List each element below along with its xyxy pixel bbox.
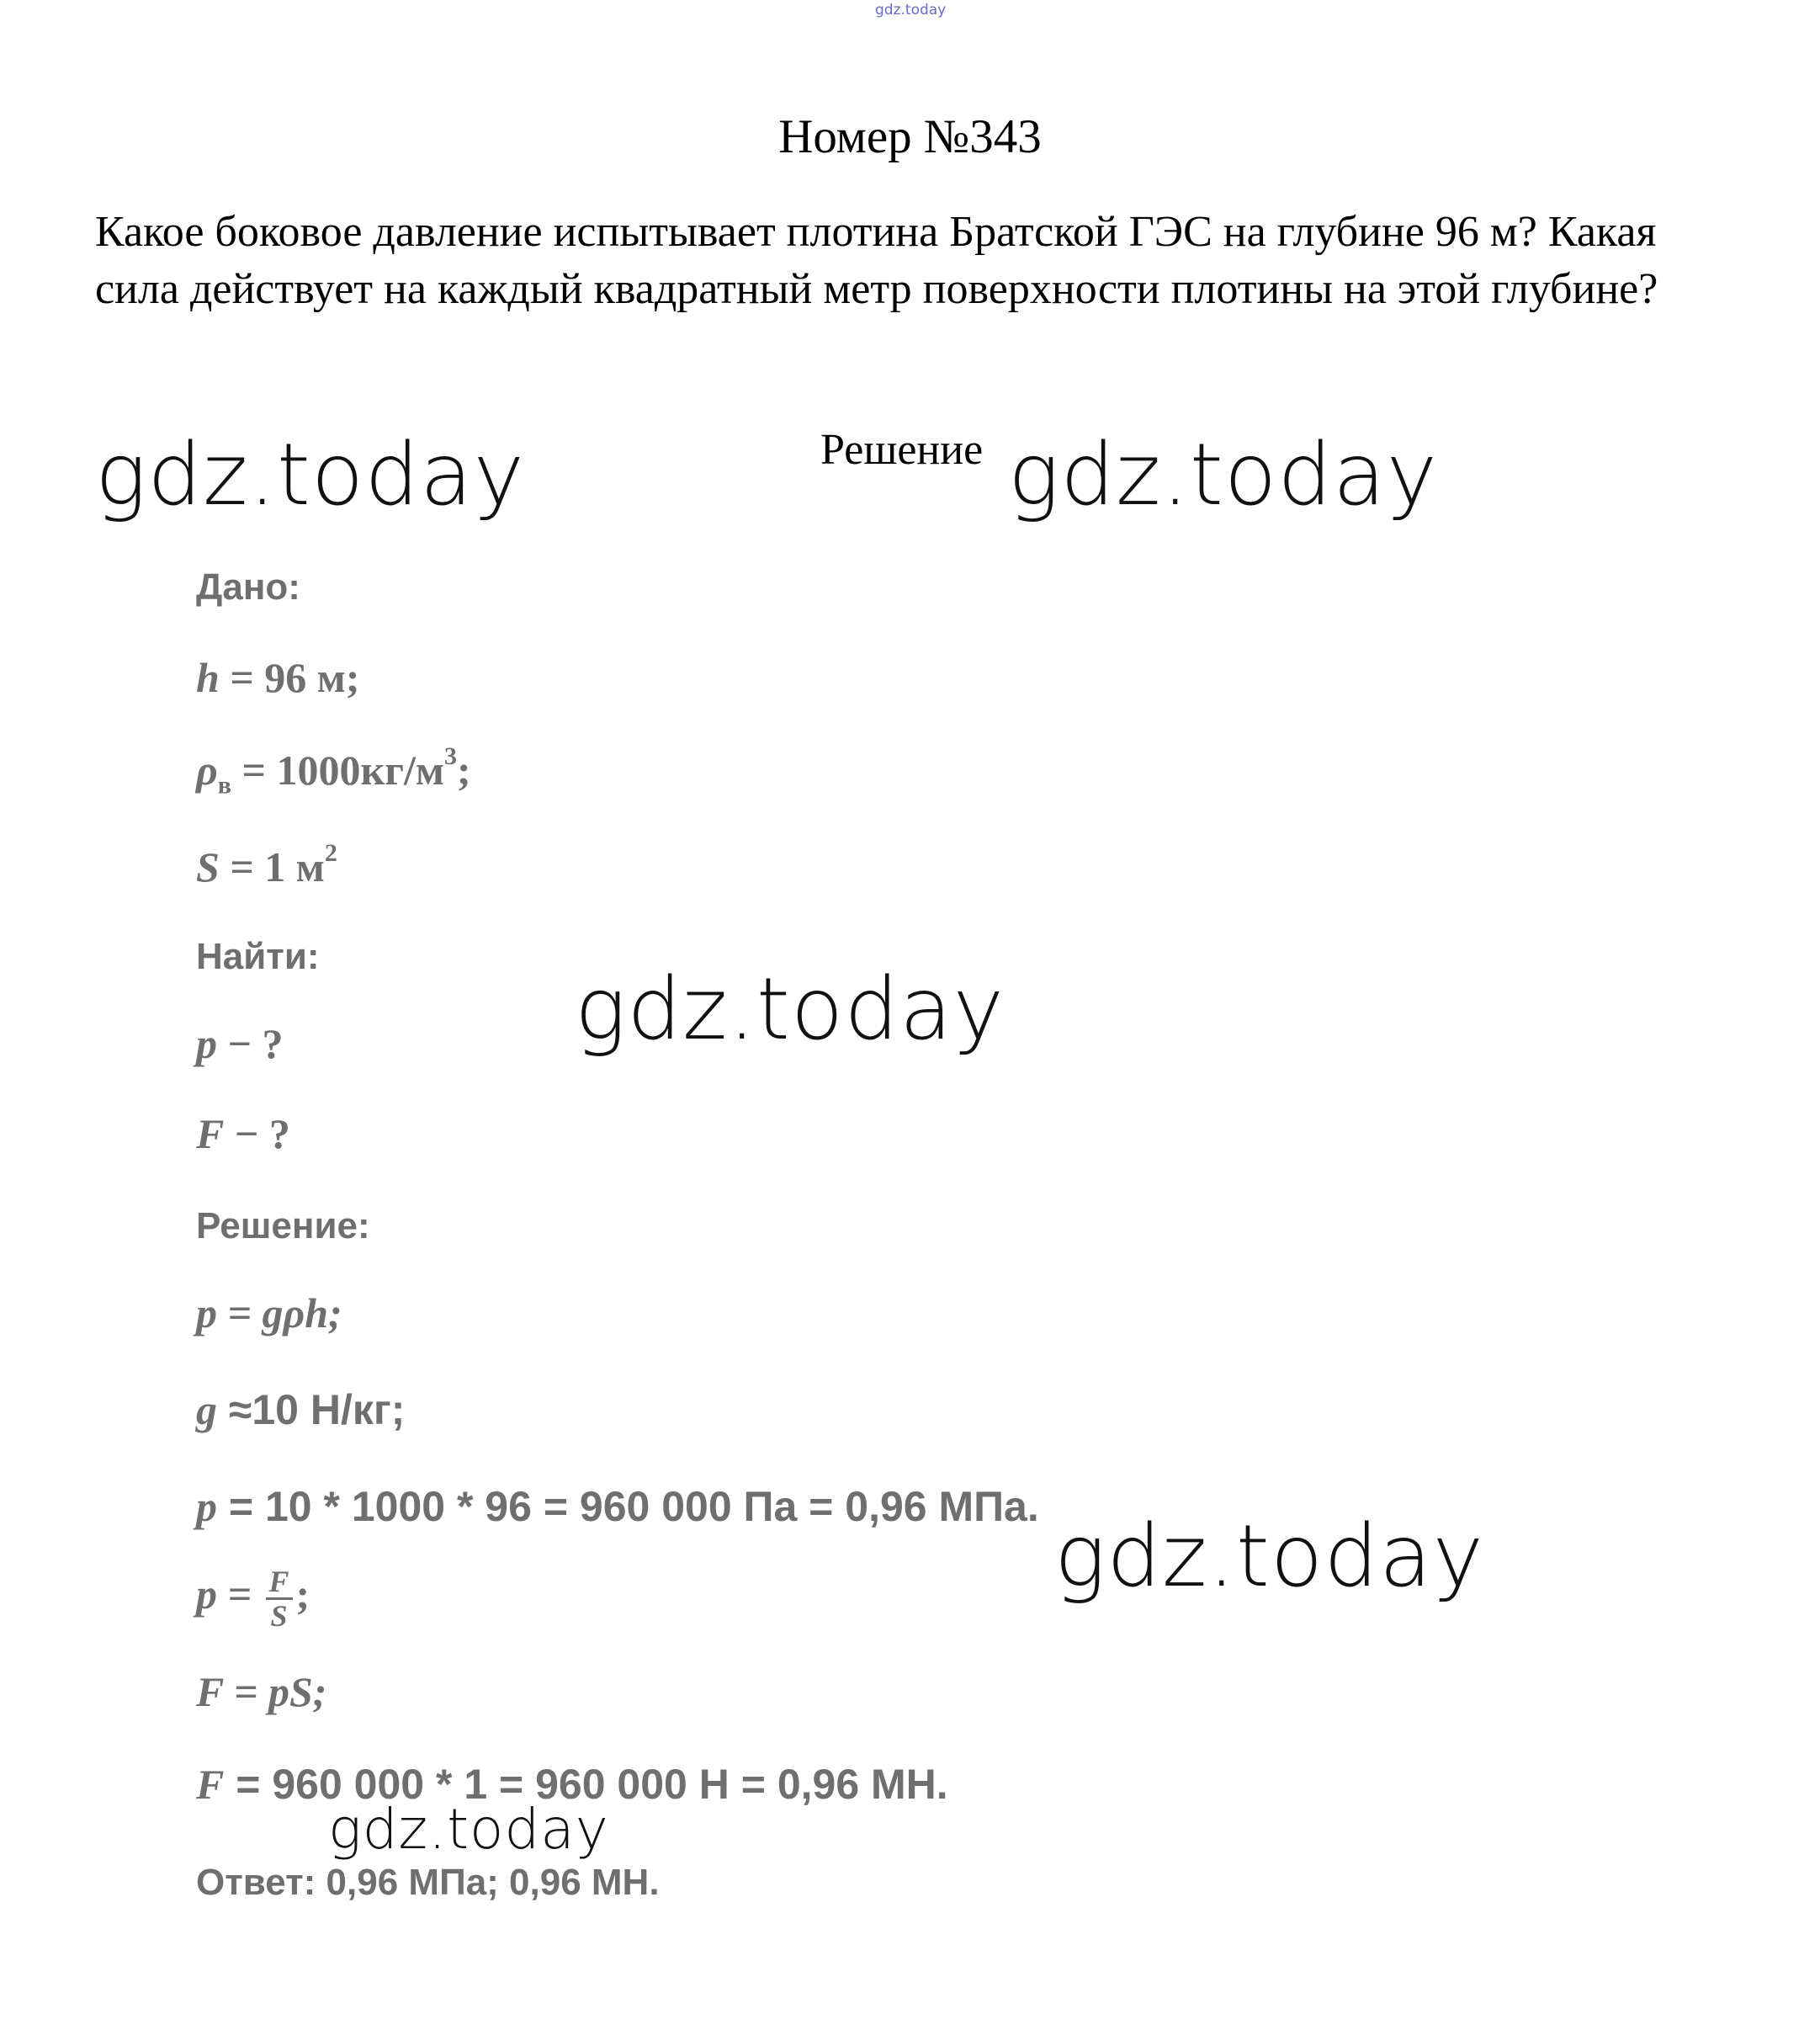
rho-exponent: 3	[443, 742, 457, 770]
watermark: gdz.today	[1054, 1507, 1484, 1607]
force-calc	[196, 1761, 948, 1808]
s-variable: S	[196, 843, 220, 890]
g-variable: g	[196, 1386, 217, 1433]
fraction-end: ;	[295, 1570, 310, 1618]
find-f-rest: − ?	[224, 1110, 290, 1157]
formula-pressure: p = gρh;	[196, 1289, 342, 1337]
watermark: gdz.today	[1008, 425, 1438, 525]
pressure-calc-value: = 10 * 1000 * 96 = 960 000 Па = 0,96 МПа.	[217, 1483, 1039, 1530]
rho-end: ;	[456, 747, 471, 794]
g-value: ≈10 Н/кг;	[217, 1386, 406, 1433]
pressure-calc	[196, 1485, 1039, 1528]
solution-label: Решение:	[196, 1205, 370, 1246]
p-variable: p	[196, 1020, 217, 1067]
f-variable: F	[196, 1761, 225, 1808]
force-formula: F = pS;	[196, 1668, 327, 1715]
find-f	[196, 1110, 290, 1157]
given-label: Дано:	[196, 566, 300, 608]
find-label: Найти:	[196, 936, 320, 977]
fraction	[266, 1565, 293, 1632]
problem-text: Какое боковое давление испытывает плотина Братской ГЭС на глубине 96 м? Какая сила действует на каждый квадратный метр поверхности плотины на этой глубине?	[95, 208, 1658, 313]
watermark: gdz.today	[95, 425, 525, 525]
h-variable: h	[196, 654, 220, 701]
s-exponent: 2	[324, 839, 337, 867]
find-p-rest: − ?	[217, 1020, 284, 1067]
gravity-line	[196, 1386, 406, 1433]
given-rho	[196, 742, 471, 800]
given-h	[196, 656, 360, 699]
rho-variable: ρ	[196, 747, 218, 794]
h-value: = 96 м;	[219, 654, 360, 701]
fraction-left: p =	[196, 1570, 263, 1618]
watermark: gdz.today	[328, 1797, 609, 1862]
force-calc-value: = 960 000 * 1 = 960 000 Н = 0,96 МН.	[224, 1761, 948, 1808]
p-variable: p	[196, 1483, 217, 1530]
given-s	[196, 839, 337, 890]
answer: Ответ: 0,96 МПа; 0,96 МН.	[196, 1862, 660, 1903]
find-p	[196, 1020, 284, 1067]
page-title: Номер №343	[778, 110, 1042, 163]
f-variable: F	[196, 1110, 225, 1157]
rho-subscript: в	[217, 771, 231, 800]
watermark-small: gdz.today	[875, 2, 947, 19]
s-value: = 1 м	[219, 843, 325, 890]
fraction-denominator: S	[270, 1599, 288, 1633]
rho-value: = 1000кг/м	[231, 747, 444, 794]
pressure-fraction	[196, 1565, 310, 1632]
fraction-numerator: F	[266, 1565, 293, 1600]
solution-heading: Решение	[820, 426, 984, 474]
watermark: gdz.today	[575, 959, 1005, 1060]
